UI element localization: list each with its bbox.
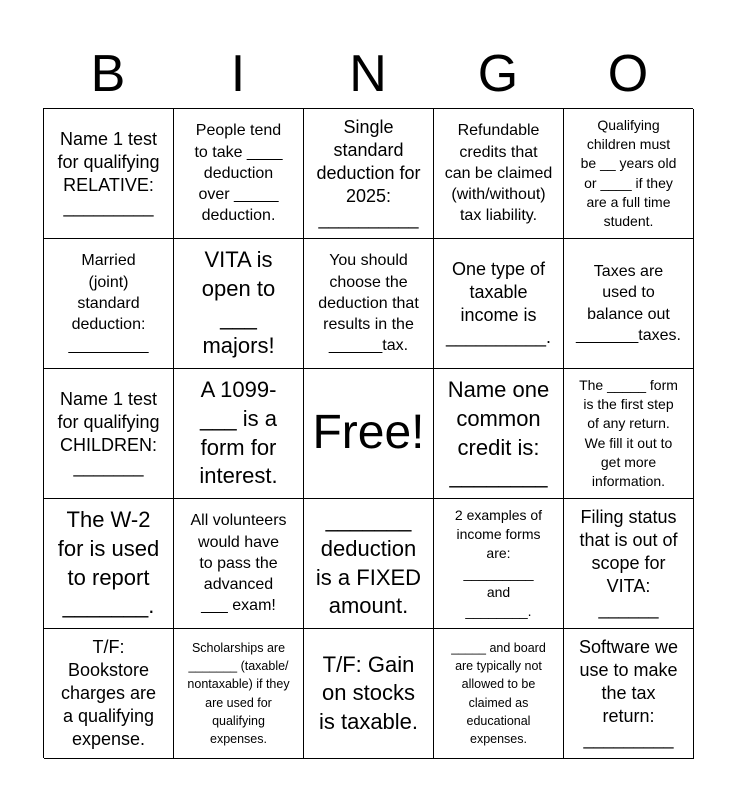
bingo-cell[interactable] [434, 109, 564, 239]
cell-text: All volunteers would have to pass the advanced ___ exam! [190, 512, 287, 615]
cell-text: A 1099- ___ is a form for interest. [199, 377, 278, 489]
cell-text: The W-2 for is used to report _______. [57, 507, 160, 619]
bingo-cell[interactable] [564, 109, 694, 239]
cell-text: The _____ form is the first step of any return. We fill it out to get more information. [579, 376, 678, 489]
cell-text: Name one common credit is: ________ [447, 377, 550, 489]
cell-text: VITA is open to ___ majors! [201, 247, 276, 359]
cell-text: Refundable credits that can be claimed (with/without) tax liability. [444, 122, 553, 225]
bingo-cell[interactable] [434, 369, 564, 499]
bingo-cell[interactable] [174, 499, 304, 629]
bingo-cell[interactable] [304, 629, 434, 759]
bingo-header [43, 40, 693, 108]
bingo-cell[interactable] [564, 499, 694, 629]
header-letter-o: O [607, 45, 649, 103]
cell-text: You should choose the deduction that results in the ______tax. [318, 252, 419, 355]
bingo-cell[interactable] [174, 239, 304, 369]
cell-text: T/F: Bookstore charges are a qualifying expense. [60, 637, 157, 749]
bingo-cell[interactable] [174, 369, 304, 499]
cell-text: _______ deduction is a FIXED amount. [315, 507, 422, 619]
header-letter-n: N [349, 45, 387, 103]
cell-text: 2 examples of income forms are: _________ and ________. [454, 506, 543, 619]
bingo-cell[interactable] [564, 369, 694, 499]
header-letter-i: I [230, 45, 246, 103]
cell-text: Name 1 test for qualifying CHILDREN: _______ [57, 388, 160, 478]
cell-text: Qualifying children must be __ years old or ____ if they are a full time student. [580, 116, 677, 229]
cell-text: Filing status that is out of scope for VITA: ______ [579, 507, 678, 619]
bingo-cell[interactable] [174, 629, 304, 759]
cell-text: T/F: Gain on stocks is taxable. [318, 651, 419, 734]
bingo-cell[interactable] [44, 109, 174, 239]
bingo-cell[interactable] [44, 629, 174, 759]
cell-text: One type of taxable income is __________. [445, 258, 552, 348]
free-space-cell[interactable] [304, 369, 434, 499]
bingo-cell[interactable] [564, 629, 694, 759]
bingo-cell[interactable] [304, 499, 434, 629]
bingo-grid [43, 108, 693, 758]
bingo-cell[interactable] [564, 239, 694, 369]
bingo-cell[interactable] [434, 629, 564, 759]
header-letter-b: B [90, 45, 126, 103]
bingo-cell[interactable] [44, 239, 174, 369]
bingo-cell[interactable] [304, 239, 434, 369]
cell-text: Scholarships are _______ (taxable/ nontaxable) if they are used for qualifying expenses. [187, 641, 290, 746]
bingo-cell[interactable] [174, 109, 304, 239]
header-letter-g: G [477, 45, 519, 103]
bingo-cell[interactable] [304, 109, 434, 239]
bingo-cell[interactable] [434, 239, 564, 369]
bingo-cell[interactable] [44, 369, 174, 499]
bingo-cell[interactable] [44, 499, 174, 629]
free-space-label: Free! [312, 406, 425, 460]
cell-text: Taxes are used to balance out _______taxes. [576, 262, 681, 344]
bingo-cell[interactable] [434, 499, 564, 629]
cell-text: People tend to take ____ deduction over _____ deduction. [194, 122, 283, 225]
cell-text: Software we use to make the tax return: _________ [578, 637, 679, 749]
cell-text: _____ and board are typically not allowed to be claimed as educational expenses. [451, 641, 546, 746]
cell-text: Married (joint) standard deduction: _________ [68, 252, 149, 355]
cell-text: Name 1 test for qualifying RELATIVE: _________ [57, 128, 160, 218]
cell-text: Single standard deduction for 2025: __________ [316, 117, 421, 229]
